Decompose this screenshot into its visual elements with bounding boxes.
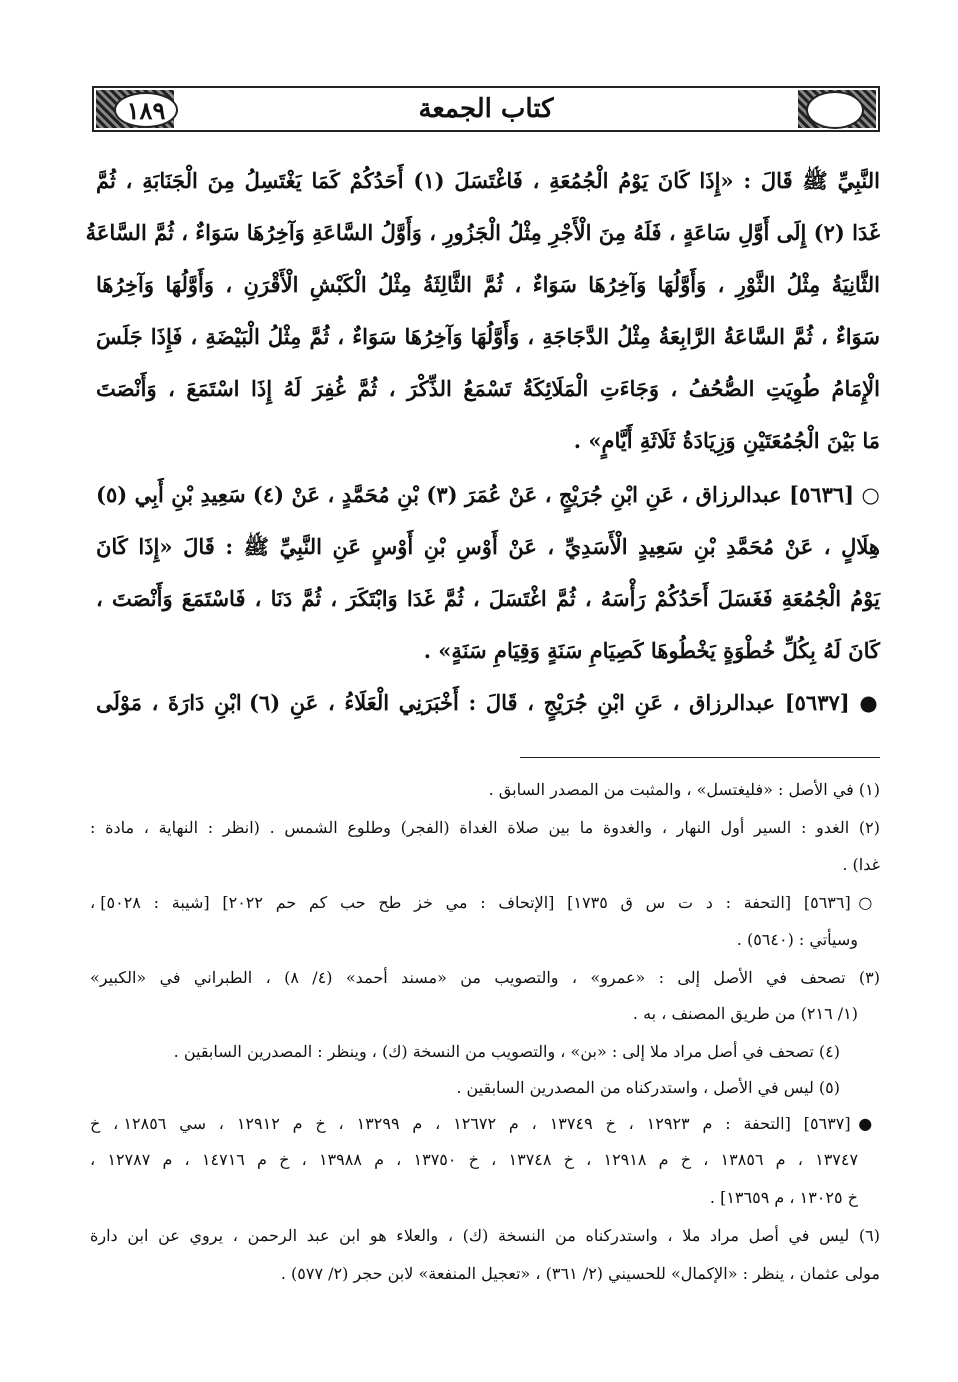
chapter-title: كتاب الجمعة	[418, 94, 554, 124]
text-line: يَوْمُ الْجُمُعَةِ فَغَسَلَ أَحَدُكُمْ رَأْسَهُ ، ثُمَّ اغْتَسَلَ ، ثُمَّ غَدَا وَابْتَكَرَ ، ثُمَّ دَنَا ، فَاسْتَمَعَ وَأَنْصَتَ ،	[96, 586, 880, 611]
footnote-line: غدا) .	[842, 855, 880, 874]
footnote-line: ○[٥٦٣٦] [التحفة : د ت س ق ١٧٣٥] [الإتحاف : مي خز طح حب كم حم ٢٠٢٢] [شيبة : ٥٠٢٨] ،	[90, 893, 880, 912]
footnote-line: (٢) الغدو : السير أول النهار ، والغدوة ما بين صلاة الغداة (الفجر) وطلوع الشمس . (انظر : النهاية ، مادة :	[90, 818, 880, 837]
footnote-line: ١٣٧٤٧ ، م ١٣٨٥٦ ، خ م ١٢٩١٨ ، خ ١٣٧٤٨ ، خ ١٣٧٥٠ ، م ١٣٩٨٨ ، خ م ١٤٧١٦ ، م ١٢٧٨٧ ،	[90, 1150, 859, 1169]
footnote-line: ●[٥٦٣٧] [التحفة : م ١٢٩٢٣ ، خ ١٣٧٤٩ ، م ١٢٦٧٢ ، م ١٣٢٩٩ ، خ م ١٢٩١٢ ، سي ١٢٨٥٦ ، خ	[90, 1114, 881, 1133]
text-line: الْإِمَامُ طُوِيَتِ الصُّحُفُ ، وَجَاءَتِ الْمَلَائِكَةُ تَسْمَعُ الذِّكْرَ ، ثُمَّ غُفِرَ لَهُ إِذَا اسْتَمَعَ ، وَأَنْصَتَ	[96, 376, 880, 401]
hadith-5637-line: ● [٥٦٣٧] عبدالرزاق ، عَنِ ابْنِ جُرَيْجٍ ، قَالَ : أَخْبَرَنِي الْعَلَاءُ ، عَنِ (٦) ابْنِ دَارَةَ ، مَوْلَى	[96, 690, 881, 715]
text-line: الثَّانِيَةُ مِثْلُ الثَّوْرِ ، وَأَوَّلُهَا وَآخِرُهَا سَوَاءٌ ، ثُمَّ الثَّالِثَةُ مِثْلُ الْكَبْشِ الْأَقْرَنِ ، وَأَوَّلُهَا وَآخِرُهَا	[96, 272, 880, 297]
footnote-line: (٦) ليس في أصل مراد ملا ، واستدركناه من النسخة (ك) ، والعلاء هو ابن عبد الرحمن ، يروي عن ابن دارة	[90, 1226, 881, 1245]
text-line: سَوَاءٌ ، ثُمَّ السَّاعَةُ الرَّابِعَةُ مِثْلُ الدَّجَاجَةِ ، وَأَوَّلُهَا وَآخِرُهَا سَوَاءٌ ، ثُمَّ مِثْلُ الْبَيْضَةِ ، فَإِذَا جَلَسَ	[96, 324, 880, 349]
footnote-line: (١/ ٢١٦) من طريق المصنف ، به .	[632, 1004, 858, 1023]
footnote-line: (٥) ليس في الأصل ، واستدركناه من المصدرين السابقين .	[456, 1078, 840, 1097]
footnote-line: (٤) تصحف في أصل مراد ملا إلى : «بن» ، والتصويب من النسخة (ك) ، وينظر : المصدرين السابقين .	[173, 1042, 840, 1061]
text-line: هِلَالٍ ، عَنْ مُحَمَّدِ بْنِ سَعِيدٍ الْأَسَدِيِّ ، عَنْ أَوْسِ بْنِ أَوْسٍ عَنِ النَّبِيِّ ﷺ : قَالَ «إِذَا كَانَ	[96, 534, 880, 559]
hadith-5636-line: ○ [٥٦٣٦] عبدالرزاق ، عَنِ ابْنِ جُرَيْجٍ ، عَنْ عُمَرَ (٣) بْنِ مُحَمَّدٍ ، عَنْ (٤) سَعِيدِ بْنِ أَبِي (٥)	[96, 482, 880, 507]
text-line: كَانَ لَهُ بِكُلِّ خُطْوَةٍ يَخْطُوهَا كَصِيَامِ سَنَةٍ وَقِيَامِ سَنَةٍ» .	[423, 638, 880, 663]
footnote-line: (٣) تصحف في الأصل إلى : «عمرو» ، والتصويب من «مسند أحمد» (٤/ ٨) ، الطبراني في «الكبير»	[90, 968, 881, 987]
footnote-line: (١) في الأصل : «فليغتسل» ، والمثبت من المصدر السابق .	[488, 780, 880, 799]
footnotes	[85, 0, 881, 1382]
text-line: غَدَا (٢) إِلَى أَوَّلِ سَاعَةٍ ، فَلَهُ مِنَ الْأَجْرِ مِثْلُ الْجَزُورِ ، وَأَوَّلُ السَّاعَةِ وَآخِرُهَا سَوَاءٌ ، ثُمَّ السَّاعَةُ	[85, 220, 880, 245]
footnote-line: وسيأتي : (٥٦٤٠) .	[736, 930, 858, 949]
page-number: ١٨٩	[114, 92, 178, 128]
footnote-line: مولى عثمان ، ينظر : «الإكمال» للحسيني (٢/ ٣٦١) ، «تعجيل المنفعة» لابن حجر (٢/ ٥٧٧) .	[280, 1264, 880, 1283]
text-line: مَا بَيْنَ الْجُمُعَتَيْنِ وَزِيَادَةُ ثَلَاثَةِ أَيَّامٍ» .	[573, 428, 880, 453]
text-line: النَّبِيِّ ﷺ قَالَ : «إِذَا كَانَ يَوْمُ الْجُمُعَةِ ، فَاغْتَسَلَ (١) أَحَدُكُمْ كَمَا يَغْتَسِلُ مِنَ الْجَنَابَةِ ، ثُمَّ	[96, 168, 880, 193]
footnote-line: خ ١٣٠٢٥ ، م ١٣٦٥٩] .	[709, 1188, 858, 1207]
